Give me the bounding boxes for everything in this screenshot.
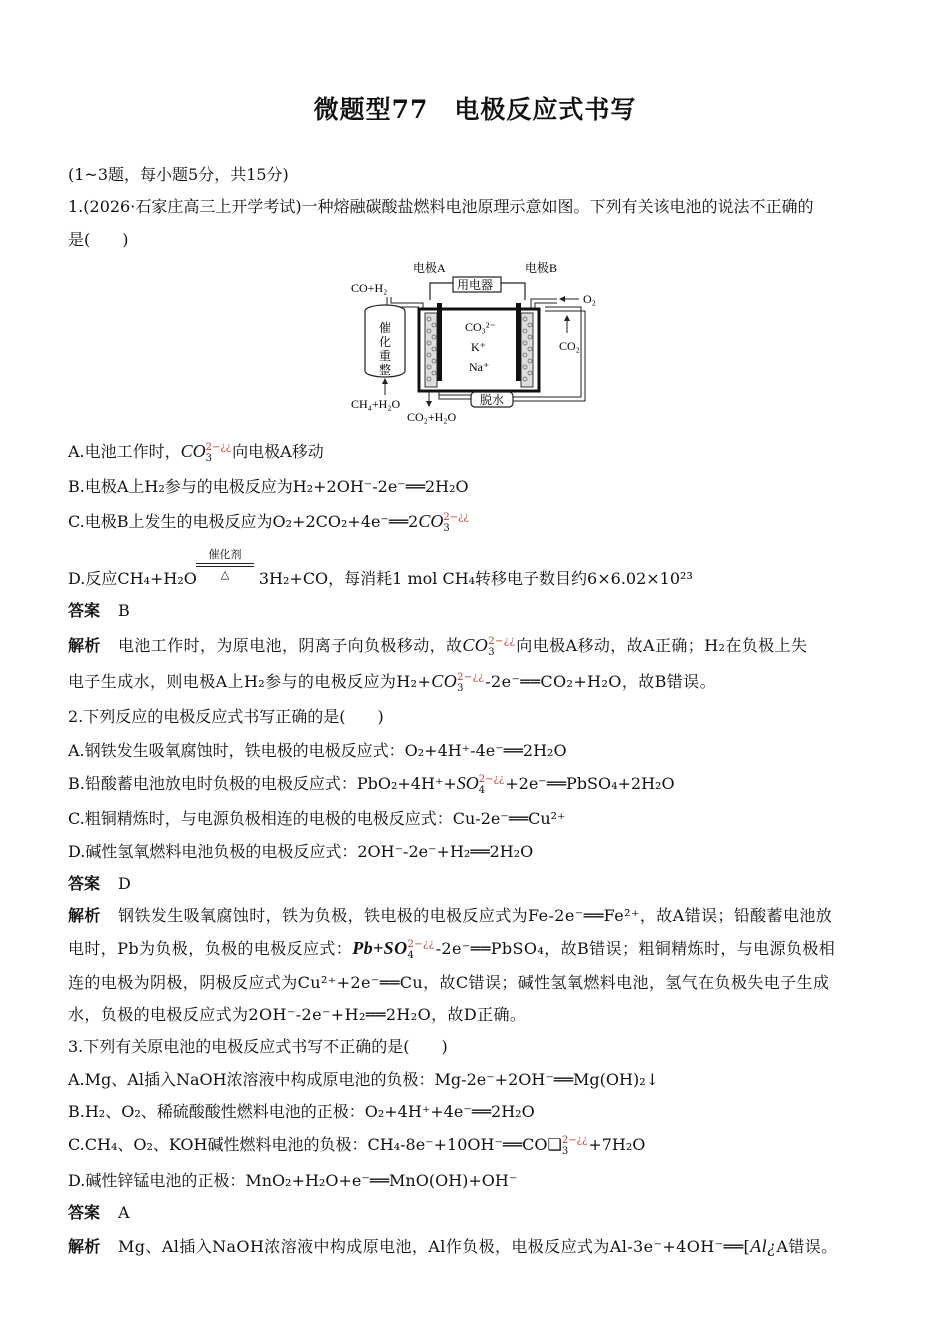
q1-stem-line2: 是( ) — [68, 230, 129, 249]
q3-option-d: D.碱性锌锰电池的正极：MnO₂+H₂O+e⁻══MnO(OH)+OH⁻ — [68, 1171, 518, 1190]
catalyst-label: 催化剂 — [208, 548, 242, 561]
q1-stem-line1: 1.(2026·石家庄高三上开学考试)一种熔融碳酸盐燃料电池原理示意如图。下列有关该电池的说法不正确的 — [68, 197, 814, 216]
page-title: 微题型77 电极反应式书写 — [313, 95, 637, 124]
reformer-char-2: 化 — [379, 335, 392, 349]
reformer-char-4: 整 — [379, 363, 392, 377]
q1-analysis-line1: 解析 电池工作时，为原电池，阴离子向负极移动，故CO 2−¿¿ 3 向电极A移动，故A正确；H₂在负极上失 — [68, 635, 808, 658]
q2-answer: 答案 D — [68, 874, 131, 893]
q2-analysis-line4: 水，负极的电极反应式为2OH⁻-2e⁻+H₂══2H₂O，故D正确。 — [68, 1005, 527, 1024]
q1-answer: 答案 B — [68, 601, 130, 620]
q3-stem: 3.下列有关原电池的电极反应式书写不正确的是( ) — [68, 1037, 448, 1056]
q2-analysis-line2: 电时，Pb为负极，负极的电极反应式：Pb+SO 2−¿¿ 4 -2e⁻══PbSO₄，故B错误；粗铜精炼时，与电源负极相 — [68, 938, 836, 961]
q2-option-d: D.碱性氢氧燃料电池负极的电极反应式：2OH⁻-2e⁻+H₂══2H₂O — [68, 842, 534, 861]
co2-label: CO₂ — [559, 339, 580, 353]
q3-option-c: C.CH₄、O₂、KOH碱性燃料电池的负极：CH₄-8e⁻+10OH⁻══CO❑ 2−¿¿ 3 +7H₂O — [68, 1134, 646, 1157]
o2-label: O₂ — [583, 292, 596, 306]
reformer-char-3: 重 — [379, 349, 392, 363]
q1-option-d: D.反应CH₄+H₂O 3H₂+CO，每消耗1 mol CH₄转移电子数目约6×6.02×10²³ — [68, 569, 693, 588]
electrode-b-label: 电极B — [525, 261, 558, 275]
co2-h2o-label: CO₂+H₂O — [407, 410, 457, 424]
fuel-cell-diagram — [345, 255, 615, 425]
equilibrium-bar — [196, 563, 254, 567]
q1-option-c: C.电极B上发生的电极反应为O₂+2CO₂+4e⁻══2CO 2−¿¿ 3 — [68, 511, 469, 534]
co-h2-label: CO+H₂ — [351, 281, 388, 295]
dewater-label: 脱水 — [480, 393, 505, 407]
q2-analysis-line1: 解析 钢铁发生吸氧腐蚀时，铁为负极，铁电极的电极反应式为Fe-2e⁻══Fe²⁺，故A错误；铅酸蓄电池放 — [68, 906, 833, 925]
intro: (1~3题，每小题5分，共15分) — [68, 165, 289, 184]
ion-sodium: Na⁺ — [469, 360, 490, 374]
ch4-h2o-label: CH₄+H₂O — [351, 397, 401, 411]
q1-option-a: A.电池工作时，CO 2−¿¿ 3 向电极A移动 — [68, 441, 324, 464]
reformer-char-1: 催 — [379, 321, 392, 335]
q2-option-c: C.粗铜精炼时，与电源负极相连的电极的电极反应式：Cu-2e⁻══Cu²⁺ — [68, 809, 566, 828]
q2-option-a: A.钢铁发生吸氧腐蚀时，铁电极的电极反应式：O₂+4H⁺-4e⁻══2H₂O — [68, 741, 567, 760]
q2-stem: 2.下列反应的电极反应式书写正确的是( ) — [68, 707, 384, 726]
q3-analysis-line1: 解析 Mg、Al插入NaOH浓溶液中构成原电池，Al作负极，电极反应式为Al-3e⁻+4OH⁻══[Al¿A错误。 — [68, 1236, 838, 1256]
q2-analysis-line3: 连的电极为阴极，阴极反应式为Cu²⁺+2e⁻══Cu，故C错误；碱性氢氧燃料电池，氢气在负极失电子生成 — [68, 973, 830, 992]
ion-carbonate: CO₃²⁻ — [465, 320, 496, 334]
heat-symbol: △ — [220, 568, 230, 581]
q3-option-b: B.H₂、O₂、稀硫酸酸性燃料电池的正极：O₂+4H⁺+4e⁻══2H₂O — [68, 1102, 535, 1121]
q1-analysis-line2: 电子生成水，则电极A上H₂参与的电极反应为H₂+CO 2−¿¿ 3 -2e⁻══CO₂+H₂O，故B错误。 — [68, 671, 716, 694]
q3-answer: 答案 A — [68, 1203, 130, 1222]
appliance-label: 用电器 — [457, 278, 494, 292]
q3-option-a: A.Mg、Al插入NaOH浓溶液中构成原电池的负极：Mg-2e⁻+2OH⁻══Mg(OH)₂↓ — [68, 1070, 660, 1089]
ion-potassium: K⁺ — [471, 340, 486, 354]
q2-option-b: B.铅酸蓄电池放电时负极的电极反应式：PbO₂+4H⁺+SO 2−¿¿ 4 +2e⁻══PbSO₄+2H₂O — [68, 773, 675, 796]
electrode-a-label: 电极A — [413, 261, 446, 275]
q1-option-b: B.电极A上H₂参与的电极反应为H₂+2OH⁻-2e⁻══2H₂O — [68, 477, 469, 496]
